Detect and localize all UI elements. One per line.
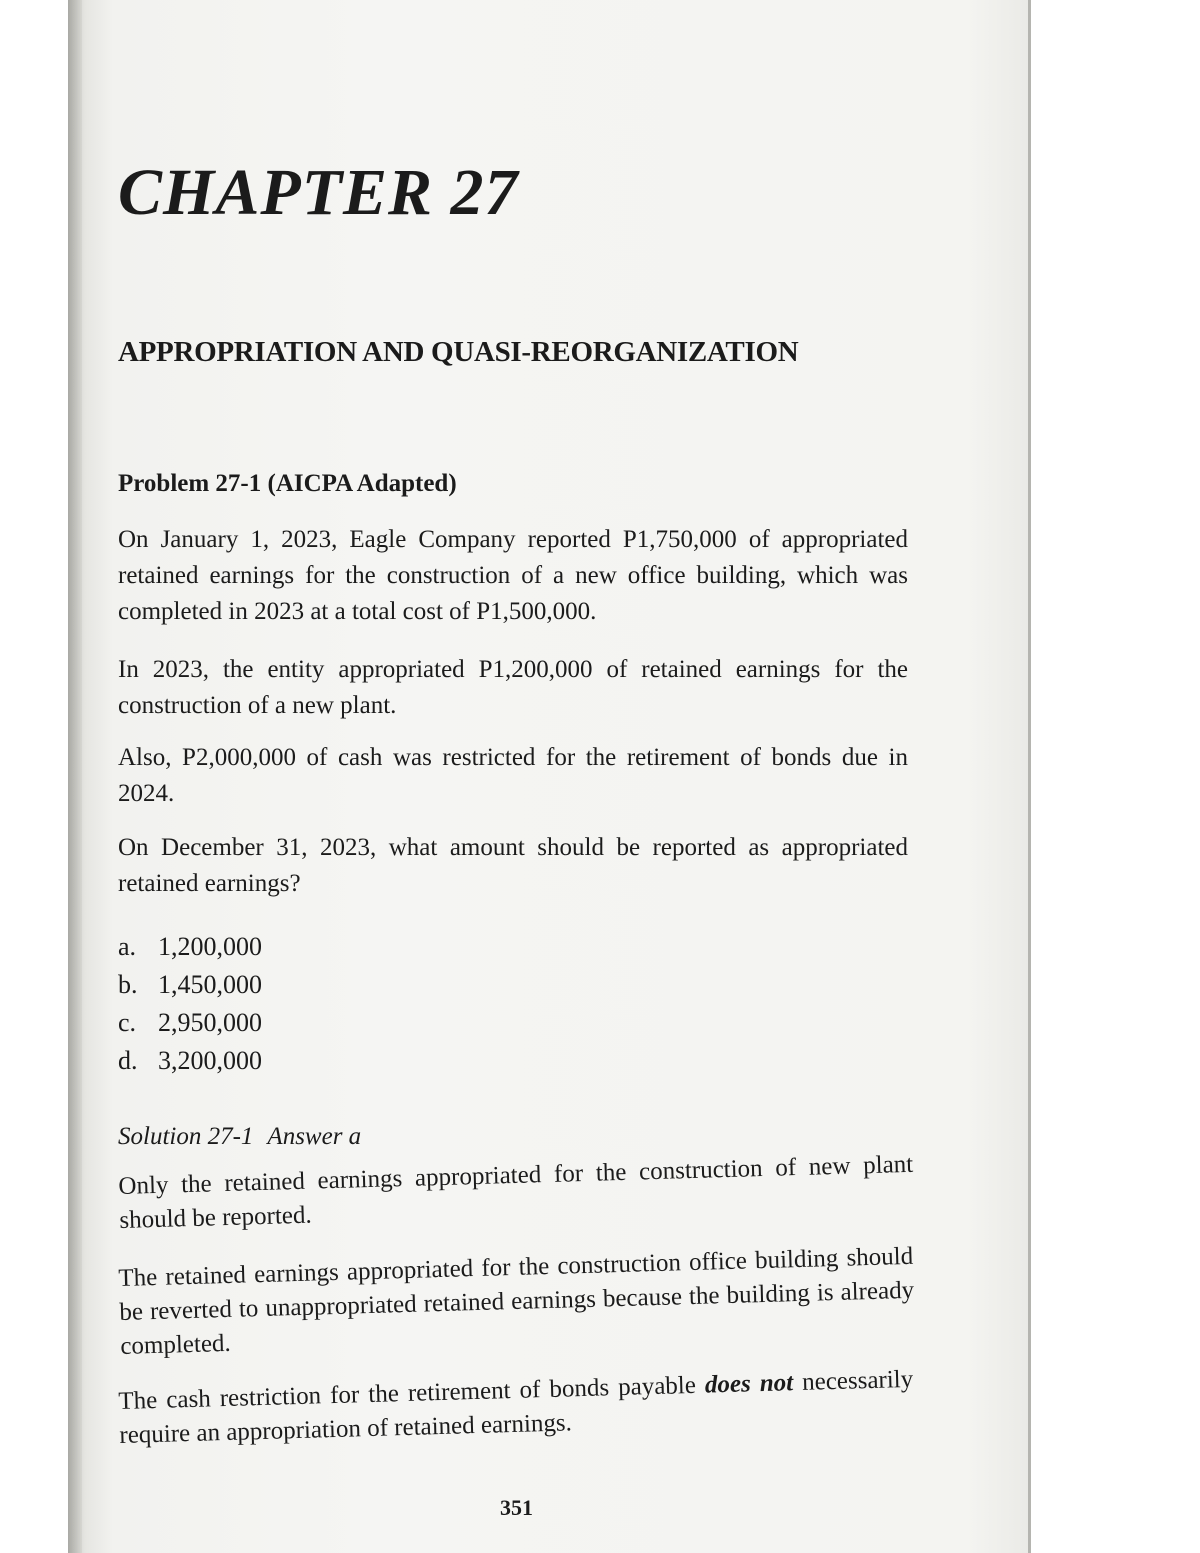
choice-value: 1,450,000 [158, 970, 262, 999]
chapter-subtitle: APPROPRIATION AND QUASI-REORGANIZATION [118, 336, 799, 368]
page-edge [1028, 0, 1031, 1553]
solution-text: The cash restriction for the retirement of bonds payable [118, 1371, 697, 1415]
answer-choices [118, 928, 262, 1080]
emphasis-text: does not [704, 1369, 794, 1399]
choice-letter: b. [118, 970, 138, 999]
problem-paragraph: Also, P2,000,000 of cash was restricted for the retirement of bonds due in 2024. [118, 744, 908, 807]
problem-paragraph: In 2023, the entity appropriated P1,200,000 of retained earnings for the construction of a new plant. [118, 656, 908, 719]
choice-c [118, 1004, 262, 1042]
choice-letter: c. [118, 1008, 137, 1037]
chapter-title: CHAPTER 27 [118, 156, 519, 229]
choice-b [118, 966, 262, 1004]
choice-value: 2,950,000 [158, 1008, 262, 1037]
solution-paragraph: The retained earnings appropriated for the construction office building should be reverted to unappropriated retained earnings because the building is already completed. [118, 1242, 915, 1360]
choice-letter: a. [118, 932, 137, 961]
problem-paragraph: On January 1, 2023, Eagle Company reported P1,750,000 of appropriated retained earnings for the construction of a new office building, which was completed in 2023 at a total cost of P1,500,000. [118, 526, 908, 625]
choice-a [118, 928, 262, 966]
solution-answer: Answer a [267, 1123, 362, 1150]
solution-text: necessarily require an appropriation of retained earnings. [119, 1365, 914, 1449]
choice-value: 1,200,000 [158, 932, 262, 961]
solution-label: Solution 27-1 [118, 1123, 254, 1150]
solution-heading [118, 1123, 361, 1151]
solution-paragraph: Only the retained earnings appropriated for the construction of new plant should be reported. [118, 1150, 914, 1234]
page-number: 351 [500, 1495, 533, 1520]
book-spine-shadow [68, 0, 82, 1553]
choice-letter: d. [118, 1046, 138, 1075]
choice-d [118, 1042, 262, 1080]
problem-question: On December 31, 2023, what amount should be reported as appropriated retained earnings? [118, 834, 908, 897]
problem-heading: Problem 27-1 (AICPA Adapted) [118, 470, 457, 497]
choice-value: 3,200,000 [158, 1046, 262, 1075]
